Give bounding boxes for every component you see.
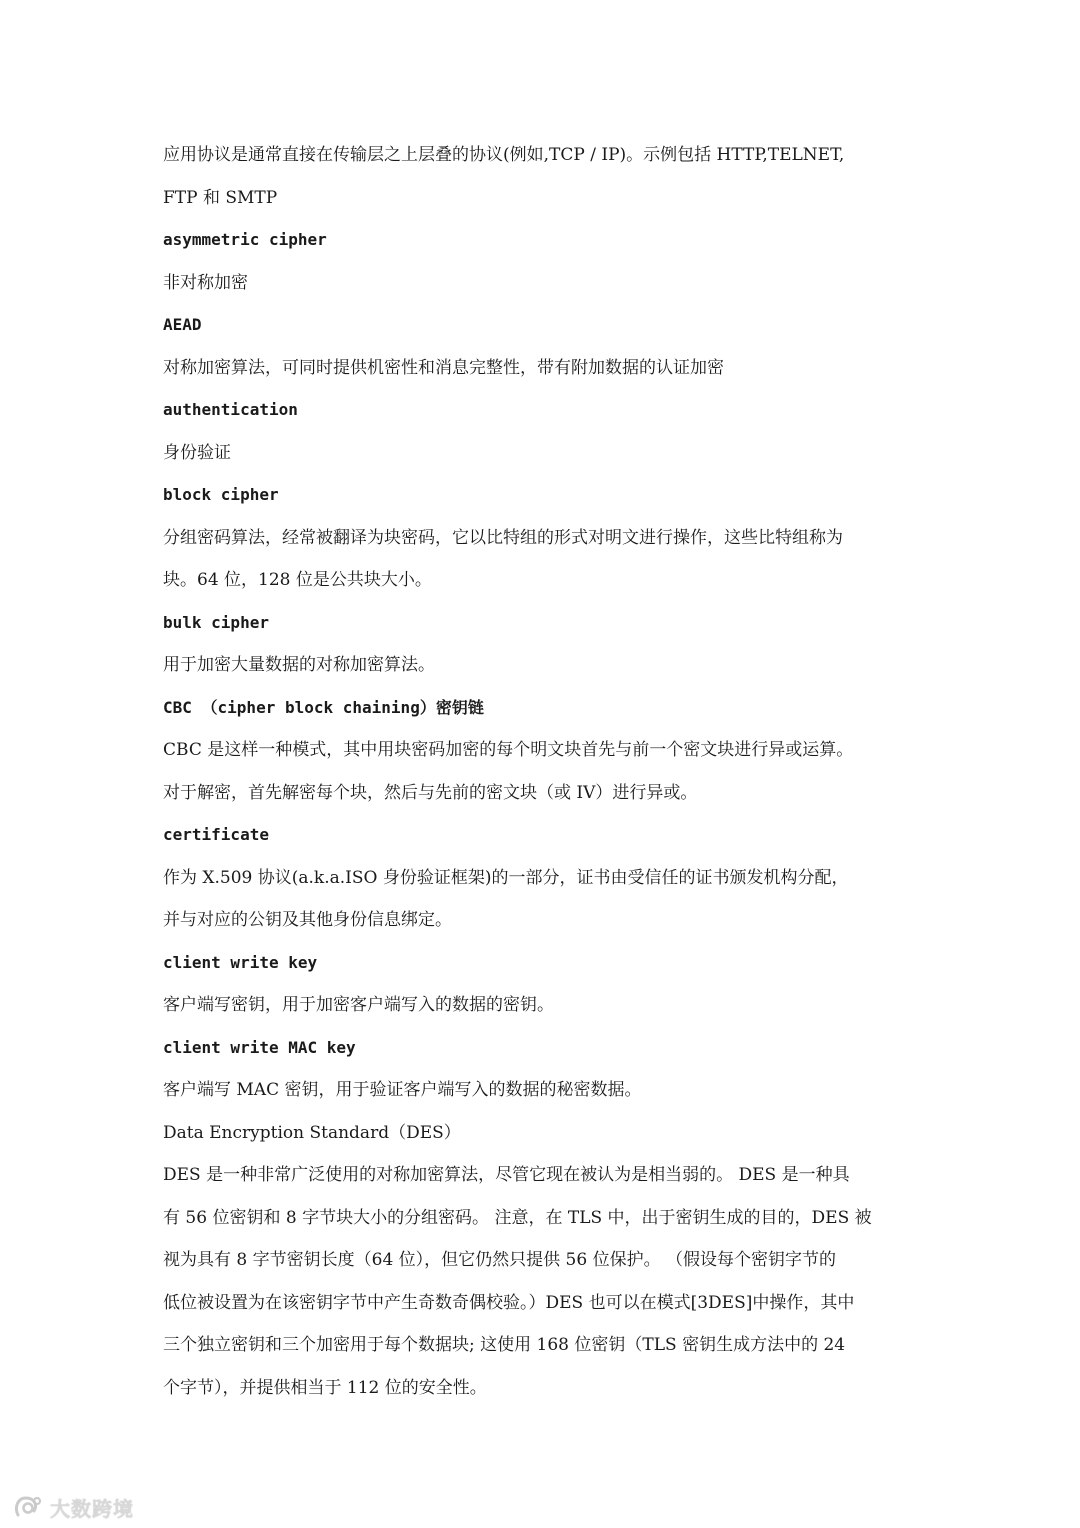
glossary-term: asymmetric cipher xyxy=(163,230,327,249)
glossary-definition: 低位被设置为在该密钥字节中产生奇数奇偶校验。）DES 也可以在模式[3DES]中操作，其中 xyxy=(163,1292,855,1313)
glossary-definition: 客户端写 MAC 密钥，用于验证客户端写入的数据的秘密数据。 xyxy=(163,1080,642,1100)
glossary-definition: 客户端写密钥，用于加密客户端写入的数据的密钥。 xyxy=(163,995,554,1015)
glossary-definition: 身份验证 xyxy=(163,442,231,463)
glossary-definition: 有 56 位密钥和 8 字节块大小的分组密码。 注意，在 TLS 中，出于密钥生成的目的，DES 被 xyxy=(163,1207,872,1228)
glossary-term: block cipher xyxy=(163,485,279,504)
glossary-definition: 用于加密大量数据的对称加密算法。 xyxy=(163,655,435,675)
glossary-term: authentication xyxy=(163,400,298,419)
glossary-definition: 作为 X.509 协议(a.k.a.ISO 身份验证框架)的一部分，证书由受信任的证书颁发机构分配， xyxy=(163,867,849,888)
text-line: 应用协议是通常直接在传输层之上层叠的协议(例如,TCP / IP)。示例包括 HTTP,TELNET, xyxy=(163,145,845,165)
glossary-term: client write key xyxy=(163,952,318,972)
glossary-term: CBC （cipher block chaining）密钥链 xyxy=(163,697,484,717)
glossary-definition: 非对称加密 xyxy=(163,272,248,293)
glossary-term: Data Encryption Standard（DES） xyxy=(163,1122,461,1143)
brand-logo-icon xyxy=(12,1493,44,1521)
watermark xyxy=(12,1490,134,1524)
text-line: FTP 和 SMTP xyxy=(163,187,278,208)
glossary-term: AEAD xyxy=(163,315,202,334)
glossary-definition: 对于解密，首先解密每个块，然后与先前的密文块（或 IV）进行异或。 xyxy=(163,782,698,803)
document-body xyxy=(163,134,923,1409)
glossary-definition: 分组密码算法，经常被翻译为块密码，它以比特组的形式对明文进行操作，这些比特组称为 xyxy=(163,527,843,548)
watermark-text: 大数跨境 xyxy=(50,1496,134,1521)
glossary-definition: 对称加密算法，可同时提供机密性和消息完整性，带有附加数据的认证加密 xyxy=(163,357,724,378)
glossary-definition: DES 是一种非常广泛使用的对称加密算法，尽管它现在被认为是相当弱的。 DES 是一种具 xyxy=(163,1165,850,1185)
glossary-term: client write MAC key xyxy=(163,1037,356,1057)
glossary-definition: 三个独立密钥和三个加密用于每个数据块; 这使用 168 位密钥（TLS 密钥生成方法中的 24 xyxy=(163,1335,846,1355)
glossary-definition: 视为具有 8 字节密钥长度（64 位），但它仍然只提供 56 位保护。 （假设每个密钥字节的 xyxy=(163,1250,837,1270)
glossary-term: certificate xyxy=(163,825,269,844)
glossary-definition: 并与对应的公钥及其他身份信息绑定。 xyxy=(163,910,452,930)
glossary-term: bulk cipher xyxy=(163,612,269,632)
glossary-definition: 块。64 位，128 位是公共块大小。 xyxy=(163,570,432,590)
glossary-definition: 个字节），并提供相当于 112 位的安全性。 xyxy=(163,1377,487,1398)
glossary-definition: CBC 是这样一种模式，其中用块密码加密的每个明文块首先与前一个密文块进行异或运算。 xyxy=(163,740,854,760)
